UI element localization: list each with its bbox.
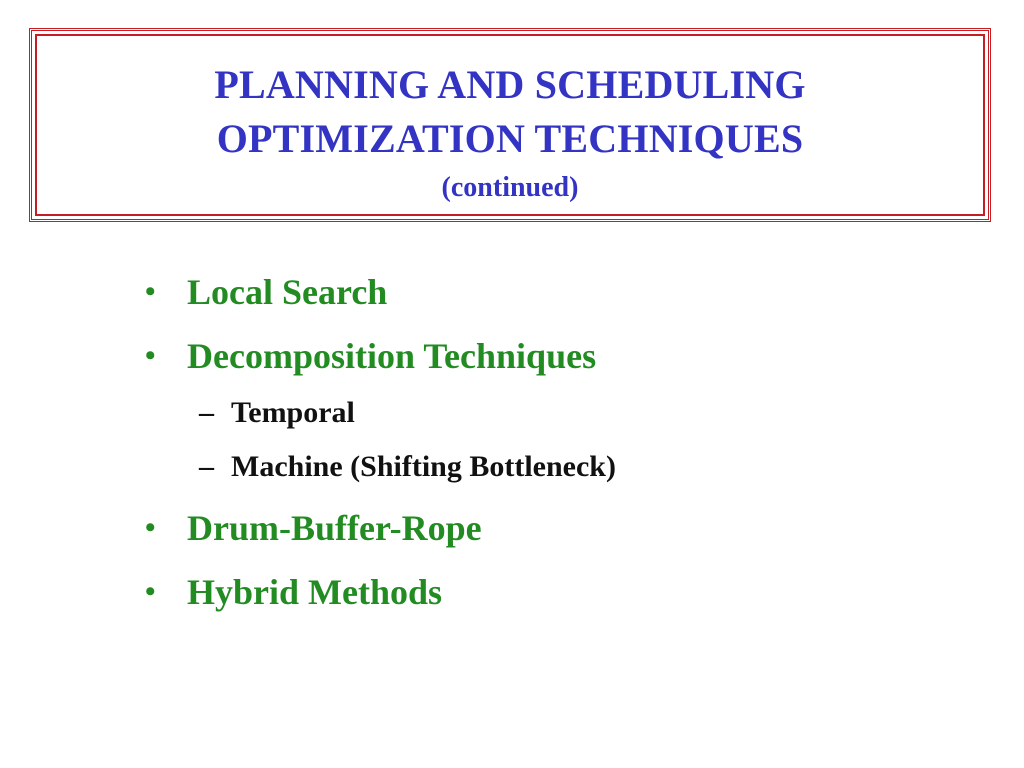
bullet-label: Drum-Buffer-Rope bbox=[187, 508, 482, 548]
bullet-list bbox=[145, 270, 945, 634]
bullet-drum-buffer-rope bbox=[145, 506, 945, 550]
bullet-local-search bbox=[145, 270, 945, 314]
title-line-1: PLANNING AND SCHEDULING bbox=[214, 62, 806, 107]
bullet-hybrid-methods bbox=[145, 570, 945, 614]
subitem-temporal bbox=[145, 394, 945, 432]
bullet-dot-icon: • bbox=[145, 275, 156, 308]
bullet-decomposition-techniques bbox=[145, 334, 945, 378]
bullet-label: Local Search bbox=[187, 272, 388, 312]
subitem-label: Temporal bbox=[231, 396, 355, 429]
title-frame bbox=[29, 28, 991, 222]
title-subtitle: (continued) bbox=[441, 172, 579, 203]
bullet-dot-icon: • bbox=[145, 511, 156, 544]
title-box bbox=[35, 34, 985, 216]
subitem-machine bbox=[145, 448, 945, 486]
bullet-dot-icon: • bbox=[145, 339, 156, 372]
subitem-label: Machine (Shifting Bottleneck) bbox=[231, 450, 616, 483]
title-line-2: OPTIMIZATION TECHNIQUES bbox=[216, 116, 804, 161]
dash-icon: – bbox=[199, 450, 214, 483]
bullet-dot-icon: • bbox=[145, 575, 156, 608]
bullet-label: Decomposition Techniques bbox=[187, 336, 597, 376]
dash-icon: – bbox=[199, 396, 214, 429]
bullet-label: Hybrid Methods bbox=[187, 572, 443, 612]
